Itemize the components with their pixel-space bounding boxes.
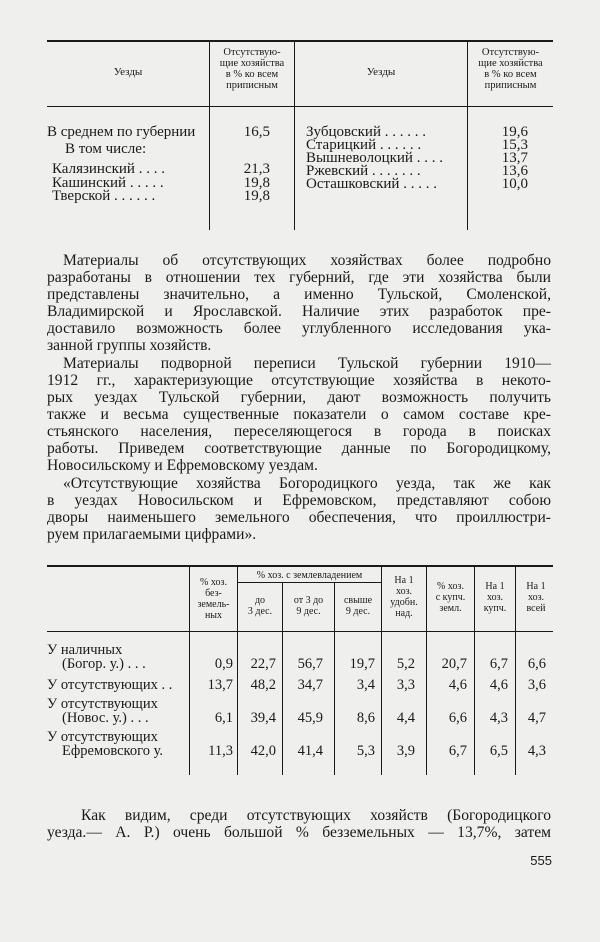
table-1-left-value: 21,3 bbox=[243, 161, 270, 177]
table-2-cell: 22,7 bbox=[250, 656, 276, 672]
table-2-header-pct-bought: % хоз. с купч. земл. bbox=[435, 581, 466, 614]
table-2-cell: 4,3 bbox=[489, 710, 508, 726]
table-1-left-label: В том числе: bbox=[65, 141, 147, 157]
paragraph-line: стьянского населения, переселяющегося в города в поисках bbox=[47, 423, 551, 440]
table-1-right-value: 10,0 bbox=[501, 176, 528, 192]
paragraph-3 bbox=[47, 475, 551, 543]
paragraph-line: дворы наименьшего земельного обеспечения, что проиллюстри- bbox=[47, 509, 551, 526]
table-2-row-label: У отсутствующих bbox=[47, 729, 158, 745]
table-2-header-land-per-household: На 1 хоз. удобн. над. bbox=[390, 575, 418, 619]
table-2-cell: 45,9 bbox=[297, 710, 323, 726]
table-2-cell: 0,9 bbox=[214, 656, 233, 672]
table-1-right-value: 13,7 bbox=[501, 150, 528, 166]
table-2-cell: 42,0 bbox=[250, 743, 276, 759]
table-2-cell: 41,4 bbox=[297, 743, 323, 759]
table-2-cell: 6,7 bbox=[448, 743, 467, 759]
table-2-row-label: У отсутствующих . . bbox=[47, 677, 173, 693]
table-1-right-label: Зубцовский . . . . . . bbox=[306, 124, 426, 140]
table-2-cell: 3,3 bbox=[396, 677, 415, 693]
table-2-cell: 3,4 bbox=[356, 677, 375, 693]
table-2-cell: 5,2 bbox=[396, 656, 415, 672]
table-2-cell: 6,6 bbox=[527, 656, 546, 672]
table-2-cell: 13,7 bbox=[207, 677, 233, 693]
paragraph-line: занной группы хозяйств. bbox=[47, 337, 212, 354]
table-1-header-county-left: Уезды bbox=[113, 66, 143, 78]
paragraph-line: 1912 гг., характеризующие отсутствующие хозяйства в некото- bbox=[47, 372, 551, 389]
table-2-header-3to9: от 3 до 9 дес. bbox=[293, 595, 324, 617]
table-1-left-label: Кашинский . . . . . bbox=[52, 175, 164, 191]
table-2-cell: 34,7 bbox=[297, 677, 323, 693]
table-2-cell: 3,9 bbox=[396, 743, 415, 759]
table-1 bbox=[0, 0, 600, 240]
paragraph-line: Материалы подворной переписи Тульской губернии 1910— bbox=[63, 355, 551, 372]
paragraph-line: «Отсутствующие хозяйства Богородицкого уезда, так же как bbox=[63, 475, 551, 492]
table-2-row-label: (Богор. у.) . . . bbox=[62, 656, 146, 672]
table-2-cell: 4,3 bbox=[527, 743, 546, 759]
table-1-left-value: 16,5 bbox=[243, 124, 270, 140]
table-1-right-value: 19,6 bbox=[501, 124, 528, 140]
table-2-cell: 6,7 bbox=[489, 656, 508, 672]
table-2-cell: 8,6 bbox=[356, 710, 375, 726]
table-2-cell: 39,4 bbox=[250, 710, 276, 726]
table-1-right-value: 15,3 bbox=[501, 137, 528, 153]
table-1-left-label: Тверской . . . . . . bbox=[52, 188, 156, 204]
paragraph-line: в уездах Новосильском и Ефремовском, представляют собою bbox=[47, 492, 551, 509]
table-2-header-upto3: до 3 дес. bbox=[247, 595, 273, 617]
table-2-cell: 4,4 bbox=[396, 710, 415, 726]
table-2-row-label: (Новос. у.) . . . bbox=[62, 710, 149, 726]
paragraph-line: работы. Приведем соответствующие данные по Богородицкому, bbox=[47, 440, 551, 457]
table-1-header-absent-left: Отсутствую- щие хозяйства в % ко всем приписным bbox=[219, 47, 285, 91]
table-2-cell: 20,7 bbox=[441, 656, 467, 672]
paragraph-line: также и весьма существенные показатели о самом составе кре- bbox=[47, 406, 551, 423]
table-2-row-label: У наличных bbox=[47, 642, 123, 658]
table-2-cell: 19,7 bbox=[349, 656, 375, 672]
table-2-header-land-group: % хоз. с землевладением bbox=[256, 570, 363, 581]
table-2-cell: 6,6 bbox=[448, 710, 467, 726]
table-1-left-label: В среднем по губернии bbox=[47, 124, 196, 140]
table-2-cell: 4,6 bbox=[448, 677, 467, 693]
table-1-header-absent-right: Отсутствую- щие хозяйства в % ко всем приписным bbox=[478, 47, 543, 91]
paragraph-2 bbox=[47, 355, 551, 474]
table-2-cell: 48,2 bbox=[250, 677, 276, 693]
table-2-cell: 4,7 bbox=[527, 710, 546, 726]
table-1-left-label: Калязинский . . . . bbox=[52, 161, 165, 177]
paragraph-line: рых уездах Тульской губернии, дают возможность получить bbox=[47, 389, 551, 406]
table-2-cell: 6,1 bbox=[214, 710, 233, 726]
table-2-cell: 5,3 bbox=[356, 743, 375, 759]
table-1-right-label: Вышневолоцкий . . . . bbox=[306, 150, 443, 166]
table-2-row-label: Ефремовского у. bbox=[62, 743, 164, 759]
table-2-cell: 6,5 bbox=[489, 743, 508, 759]
paragraph-line: Как видим, среди отсутствующих хозяйств (Богородицкого bbox=[81, 807, 551, 824]
table-1-right-label: Старицкий . . . . . . bbox=[306, 137, 422, 153]
table-1-left-value: 19,8 bbox=[243, 188, 270, 204]
table-2-cell: 4,6 bbox=[489, 677, 508, 693]
table-2-cell: 11,3 bbox=[208, 743, 233, 759]
table-2-cell: 56,7 bbox=[297, 656, 323, 672]
table-1-right-label: Ржевский . . . . . . . bbox=[306, 163, 421, 179]
table-2-row-label: У отсутствующих bbox=[47, 696, 158, 712]
paragraph-1 bbox=[47, 252, 551, 354]
table-2-header-total-per-household: На 1 хоз. всей bbox=[526, 581, 546, 614]
paragraph-line: Материалы об отсутствующих хозяйствах более подробно bbox=[63, 252, 551, 269]
table-2-cell: 3,6 bbox=[527, 677, 546, 693]
paragraph-line: Новосильскому и Ефремовскому уездам. bbox=[47, 457, 318, 474]
closing-paragraph bbox=[47, 807, 551, 841]
table-2-header-bought-per-household: На 1 хоз. купч. bbox=[483, 581, 507, 614]
paragraph-line: руем прилагаемыми цифрами». bbox=[47, 526, 257, 543]
paragraph-line: доставило возможность более углубленного исследования ука- bbox=[47, 320, 551, 337]
table-1-header-county-right: Уезды bbox=[366, 66, 396, 78]
table-2-header-over9: свыше 9 дес. bbox=[343, 595, 373, 617]
paragraph-line: разработаны в отношении тех губерний, где эти хозяйства были bbox=[47, 269, 551, 286]
table-1-right-value: 13,6 bbox=[501, 163, 528, 179]
page-number: 555 bbox=[530, 853, 552, 868]
table-1-right-label: Осташковский . . . . . bbox=[306, 176, 437, 192]
table-1-left-value: 19,8 bbox=[243, 175, 270, 191]
paragraph-line: уезда.— А. Р.) очень большой % безземельных — 13,7%, затем bbox=[47, 824, 551, 841]
table-2-header-landless: % хоз. без- земель- ных bbox=[197, 577, 230, 621]
paragraph-line: представлены значительно, а именно Тульской, Смоленской, bbox=[47, 286, 551, 303]
paragraph-line: Владимирской и Ярославской. Наличие этих разработок пре- bbox=[47, 303, 551, 320]
